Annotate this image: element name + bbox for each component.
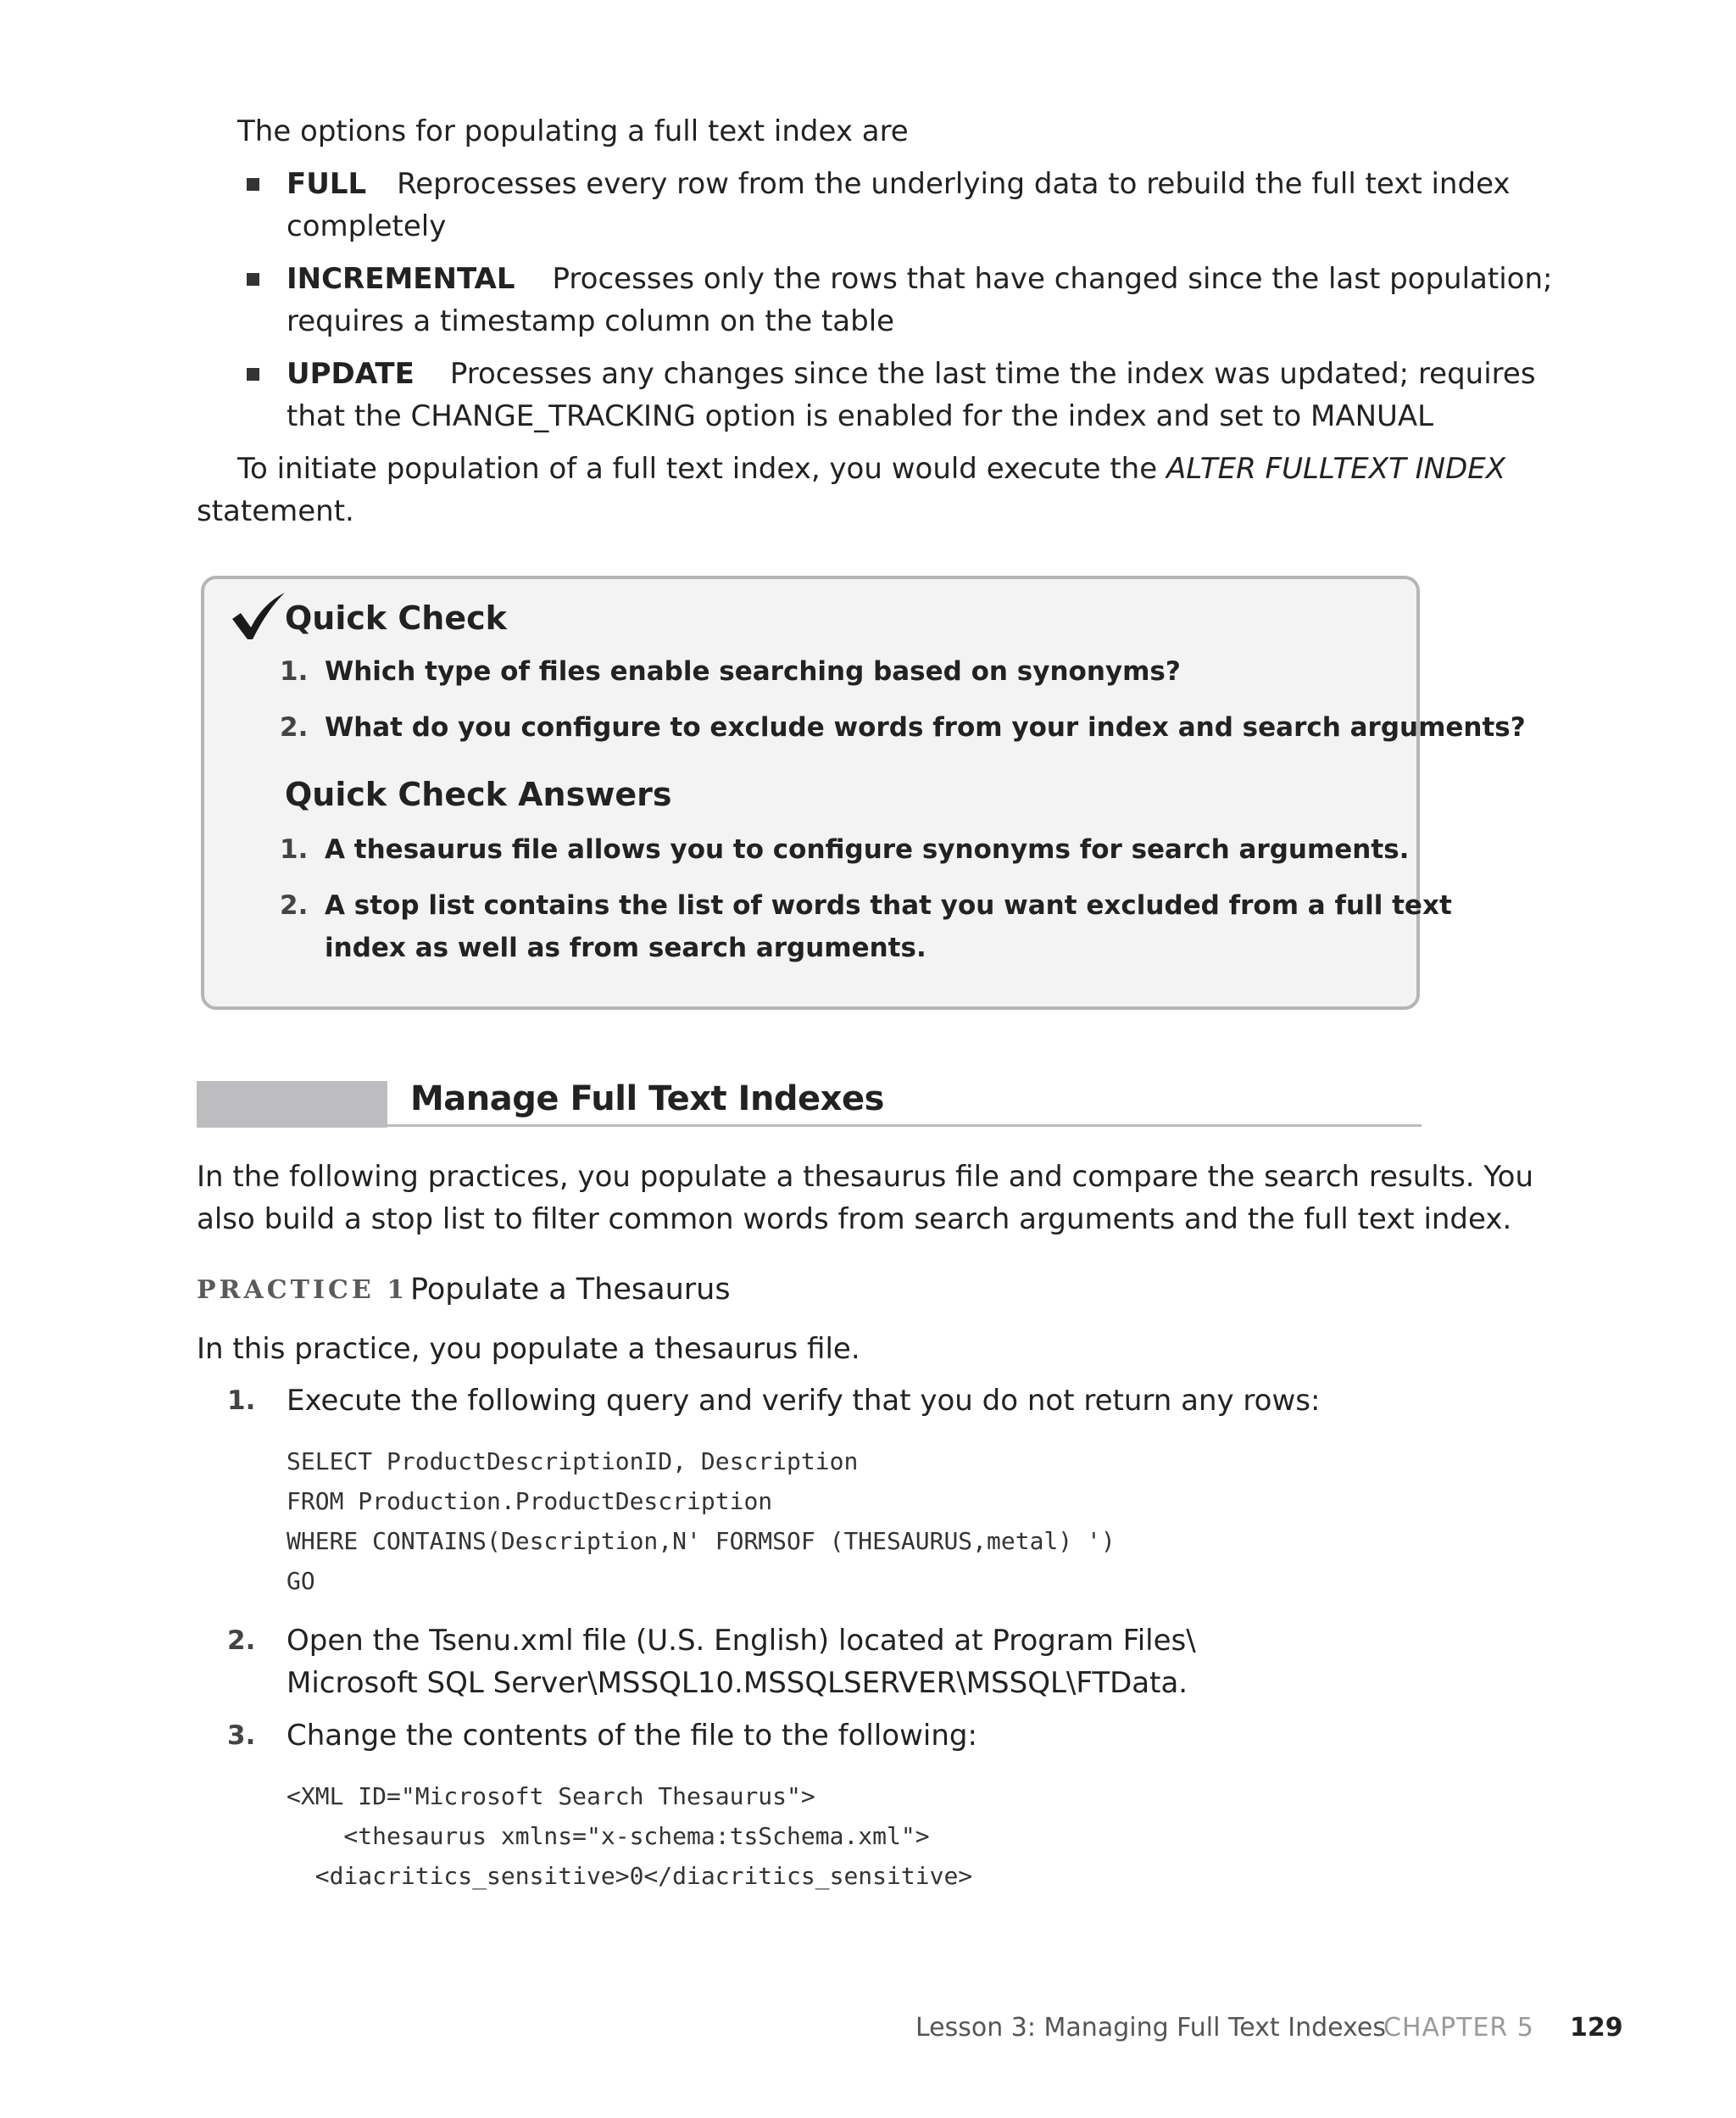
section-heading-bar — [197, 1081, 387, 1128]
step-number: 1. — [227, 1385, 256, 1416]
initiate-suffix: statement. — [197, 494, 354, 528]
list-item — [287, 258, 1552, 300]
step-number: 3. — [227, 1720, 256, 1751]
option-description-cont: completely — [287, 209, 447, 243]
section-title: Manage Full Text Indexes — [410, 1079, 884, 1118]
code-line: WHERE CONTAINS(Description,N' FORMSOF (THESAURUS,metal) ') — [287, 1527, 1116, 1555]
footer-chapter: CHAPTER 5 — [1383, 2013, 1534, 2043]
step-number: 2. — [227, 1625, 256, 1656]
option-description: Reprocesses every row from the underlying data to rebuild the full text index — [397, 167, 1511, 201]
code-line: <thesaurus xmlns="x-schema:tsSchema.xml"> — [287, 1822, 930, 1850]
code-line: <XML ID="Microsoft Search Thesaurus"> — [287, 1782, 815, 1810]
code-line: SELECT ProductDescriptionID, Description — [287, 1447, 859, 1475]
section-heading-rule — [387, 1124, 1422, 1127]
question-text: Which type of files enable searching based on synonyms? — [325, 656, 1181, 687]
practice-title: Populate a Thesaurus — [410, 1273, 731, 1307]
bullet-square-icon — [247, 273, 259, 286]
options-heading: The options for populating a full text index are — [237, 114, 909, 148]
checkmark-icon — [229, 590, 288, 643]
answer-number: 2. — [280, 890, 309, 921]
list-item — [287, 353, 1536, 395]
option-term: UPDATE — [287, 357, 415, 391]
option-term: FULL — [287, 167, 367, 201]
quick-check-title: Quick Check — [285, 599, 507, 637]
answer-text: A stop list contains the list of words that you want excluded from a full text — [325, 890, 1452, 921]
question-text: What do you configure to exclude words from your index and search arguments? — [325, 712, 1526, 743]
code-line: GO — [287, 1567, 315, 1595]
step-text: Open the Tsenu.xml file (U.S. English) located at Program Files\ — [287, 1624, 1196, 1658]
option-description: Processes only the rows that have changed since the last population; — [552, 262, 1553, 296]
bullet-square-icon — [247, 368, 259, 381]
option-term: INCREMENTAL — [287, 262, 515, 296]
answer-text: A thesaurus file allows you to configure synonyms for search arguments. — [325, 834, 1410, 865]
initiate-statement: ALTER FULLTEXT INDEX — [1166, 452, 1506, 486]
section-intro-cont: also build a stop list to filter common words from search arguments and the full text index. — [197, 1202, 1512, 1236]
code-line: FROM Production.ProductDescription — [287, 1487, 773, 1515]
practice-intro: In this practice, you populate a thesaurus file. — [197, 1332, 860, 1366]
section-intro: In the following practices, you populate a thesaurus file and compare the search results. You — [197, 1160, 1533, 1194]
initiate-prefix: To initiate population of a full text index, you would execute the — [237, 452, 1158, 486]
option-description-cont: that the CHANGE_TRACKING option is enabled for the index and set to MANUAL — [287, 399, 1434, 433]
answer-text-cont: index as well as from search arguments. — [325, 933, 926, 963]
list-item — [287, 163, 1511, 205]
option-description: Processes any changes since the last time the index was updated; requires — [449, 357, 1536, 391]
question-number: 2. — [280, 712, 309, 743]
initiate-paragraph — [237, 448, 1505, 490]
footer-lesson: Lesson 3: Managing Full Text Indexes — [915, 2013, 1386, 2043]
practice-label: PRACTICE 1 — [197, 1275, 409, 1305]
page-number: 129 — [1570, 2013, 1623, 2043]
step-text: Change the contents of the file to the following: — [287, 1719, 977, 1753]
option-description-cont: requires a timestamp column on the table — [287, 304, 895, 338]
bullet-square-icon — [247, 178, 259, 191]
quick-check-answers-title: Quick Check Answers — [285, 776, 672, 813]
code-line: <diacritics_sensitive>0</diacritics_sensitive> — [287, 1862, 973, 1890]
step-text: Execute the following query and verify that you do not return any rows: — [287, 1384, 1321, 1418]
step-text-cont: Microsoft SQL Server\MSSQL10.MSSQLSERVER\MSSQL\FTData. — [287, 1666, 1188, 1700]
question-number: 1. — [280, 656, 309, 687]
answer-number: 1. — [280, 834, 309, 865]
